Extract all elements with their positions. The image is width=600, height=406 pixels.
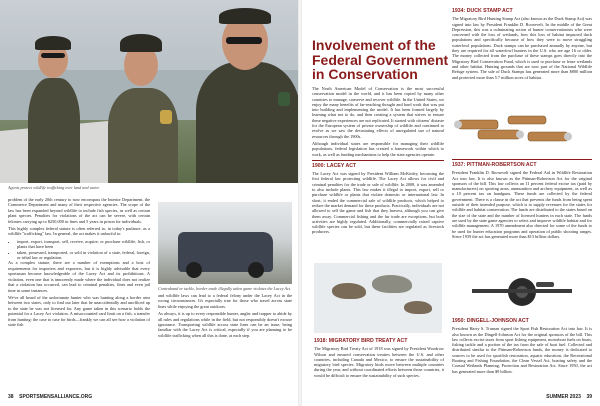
unlawful-list — [8, 239, 150, 261]
list-item: • import, export, transport, sell, receive, acquire, or purchase wildlife, fish, or plants that have been — [17, 239, 150, 250]
badge-icon — [160, 110, 172, 124]
officers-photo — [0, 0, 300, 183]
right-column-2-top: 1934: DUCK STAMP ACT The Migratory Bird Hunting Stamp Act (also known as the Duck Stamp Act) was signed into law by President Franklin D. Roosevelt. In the middle of the Great Depression, this was a culminating action of hunter conservationists who were concerned with the loss of wetlands, how this loss of habitat impacted duck populations and specifically because of how they were to move struggling waterfowl populations. Duck stamps can be purchased annually by anyone, but they are required for all waterfowl hunters in the U.S. who are age 16 or older. The money collected from the purchase of these stamps goes directly into the Migratory Bird Conservation Fund, which is used to purchase or lease wetlands and other habitat. Hunting grounds that are now part of the National Wildlife Refuge system. The sale of Duck Stamps has generated more than $800 million and protected more than 5.7 million acres of habitat. — [452, 8, 592, 80]
heading-lacey-act: 1900: LACEY ACT — [312, 162, 357, 169]
heading-pittman-robertson: 1937: PITTMAN-ROBERTSON ACT — [452, 162, 537, 168]
hero-caption: Agents protect wildlife trafficking over land and water. — [8, 185, 100, 190]
inset-caption: Contraband or tackle, border trade illegally taken game violates the Lacey Act. — [158, 286, 292, 291]
heading-duck-stamp: 1934: DUCK STAMP ACT — [452, 8, 513, 14]
page-number: 38 — [8, 394, 14, 400]
right-column-2-middle: 1937: PITTMAN-ROBERTSON ACT President Franklin D. Roosevelt signed the Federal Aid in Wildlife Restoration Act into law. It is also known as the Pittman-Robertson Act for the original sponsors of the bill. This law collects an 11 percent federal excise tax (paid by manufacturers) on sporting arms, ammunition and archery equipment, as well as a 10 percent tax on handguns. These funds are collected by the federal government. There is a clause in the act that prevents the funds from being spent outside of their intended purpose, which is to supply revenues for the states for wildlife and habitat conservation. The funds are distributed to the states based on the size of the state and the number of licensed hunters in each state. The funds are used by the state game agencies to select and improve wildlife habitat and for wildlife management. A 1970 amendment also directed for some of the funds to be used for hunter education programs and operation of public shooting ranges. Since 1939 the act has generated more than $15 billion dollars. — [452, 156, 592, 239]
left-column-1: problem of the early 20th century to now encompass the Interior Department, the Commerce Department and many of their respective agencies. The scope of the law has been expanded beyond wildlife to include fish species, as well as certain plant species. Penalties for violations of the act can be severe, with certain felonies carrying up to $250,000 in fines and 5 years in prison for individuals. This highly complex federal statute is often referred to, in today's parlance, as a wildlife "trafficking" law. In general, the act makes it unlawful to: • import, export, transport, sell, receive, acquire, or purchase wildlife, fish, or plants that have been • taken, possessed, transported, or sold in violation of a state, federal, foreign, or tribal law or regulation. As a complex statute, there are a number of exemptions and a host of requirements for importers and exporters, but it is highly advisable that every sportsman become knowledgeable of the Lacey Act and its prohibitions. A violation, even one that is innocently made where the individual does not realize that a violation has occurred, can lead to criminal penalties, fines and even jail time in some instances. We've all heard of the unfortunate hunter who was hunting along a border area between two states, only to find out later that he unaccidentally and unofficed up to the state he was not licensed for. Any game taken in this scenario holds the potential for a Lacey Act violation. A misaccounted card limit on a fish, a transfer from hunting: the case to case for birds—frankly we can all see how a violation of state fish — [8, 197, 150, 329]
fishing-reel-icon — [452, 272, 592, 312]
footer-right — [546, 394, 592, 400]
site-url: SPORTSMENSALLIANCE.ORG — [19, 394, 93, 400]
article-title: Involvement of the Federal Government in Conservation — [312, 37, 449, 82]
page-number: 39 — [586, 394, 592, 400]
issue-label: SUMMER 2023 — [546, 394, 581, 400]
patch-icon — [278, 92, 290, 106]
right-column-2-bottom: 1950: DINGELL-JOHNSON ACT President Harry S. Truman signed the Sport Fish Restoration Act into law. It is also known as the Dingell-Johnson Act for the original sponsors of the bill. This law collects excise taxes from sport fishing equipment, motorboat fuels on boats, fishing tackle and a portion of the tax from the sale of boat fuel. Collected and distributed similar to the Pittman-Robertson funds, the money is dedicated to sources to be used for sportfish restoration, aquatic education, the Recreational Boating and Fishing Foundation, the Clean Vessel Act, boating safety and the Coastal Wetlands Planning, Protection and Restoration Act. Since 1950, the act has generated more than $9 billion. — [452, 318, 592, 374]
truck-photo — [158, 202, 292, 284]
left-column-2: and wildlife laws can lead to a federal felony under the Lacey Act in the wrong circumstances. It's especially true for those who travel across state lines while enjoying the great outdoors. As always, it is up to every responsible hunter, angler and trapper to abide by all rules and regulations while in the field, but not responsibly doesn't excuse ignorance. Transporting wildlife across state lines can be an issue; being familiar with the Lacey Act is critical, especially if you are planning to be wildlife trafficking when all this is done, at each step. — [158, 293, 292, 338]
heading-mbta: 1918: MIGRATORY BIRD TREATY ACT — [314, 338, 408, 344]
heading-dingell-johnson: 1950: DINGELL-JOHNSON ACT — [452, 318, 529, 324]
ducks-photo — [314, 263, 442, 333]
list-item: • taken, possessed, transported, or sold in violation of a state, federal, foreign, or tribal law or regulation. — [17, 250, 150, 261]
footer-left — [8, 394, 92, 400]
right-column-1-bottom: 1918: MIGRATORY BIRD TREATY ACT The Migratory Bird Treaty Act of 1918 was signed by President Woodrow Wilson and ensured conservation treaties between the U.S. and other countries, including Canada and Mexico, to ensure the sustainability of migratory bird species. Migratory birds move between multiple countries during the year, and without coordinated efforts between those countries, it would be difficult to ensure the sustainability of such species. — [314, 338, 444, 378]
right-page — [300, 0, 600, 406]
right-column-1: The North American Model of Conservation is the most successful conservation model in the world, and it has been copied by many other countries to manage, conserve and recover wildlife. In the United States, we enjoy the many benefits of far-reaching thought and hard work that was put into building and implementing the model. It has been formed largely by learning what not to do, and then creating a system that strives to ensure these negative experiences are not replicated. It started with citizens' distaste for the European system of private ownership of wildlife and continued to evolve as we saw the devastating effects of unregulated use of natural resources through the 1900s. Although individual states are responsible for managing their wildlife populations, federal legislation has created a framework within which to work, as well as funding mechanisms to help the state agencies operate. 1900: LACEY ACT The Lacey Act was signed by President William McKinley, becoming the first federal law protecting wildlife. The Lacey Act allows for civil and criminal penalties for the trade or sale of wildlife. In 2008, it was amended to also include plants. This law makes it illegal to import, export, sell or purchase wildlife or plants that violate domestic or international law. In short, it ended the commercial sale of wildlife products, which helped to reduce the market demand for these products. Practically, individuals are not allowed to sell the game and fish that they harvest, although you can give them away. Commercial fishing and the fur trade are exceptions, but both activities are highly regulated. Additionally, commercially raised captive wildlife species can be sold, but these facilities are regulated as livestock producers. — [312, 86, 444, 235]
ammunition-icon — [448, 106, 588, 154]
